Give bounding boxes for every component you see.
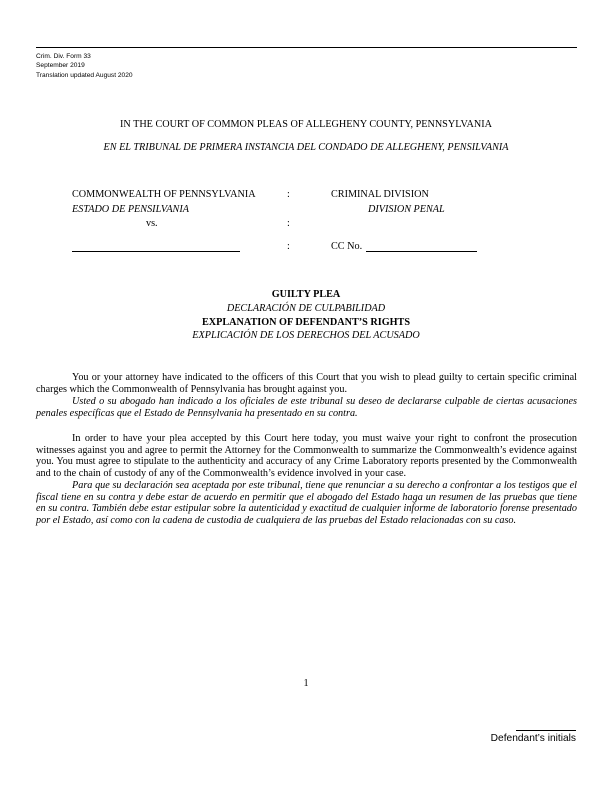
- division-spanish: DIVISION PENAL: [368, 204, 445, 215]
- paragraph-2-spanish: Para que su declaración sea aceptada por este tribunal, tiene que renunciar a su derecho a confrontar a los testigos que el fiscal tiene en su contra y debe estar de acuerdo en permitir que el abogado del Estado haga un resumen de las pruebas que tiene en su contra. También debe estar estipular sobre la autenticidad y exactitud de cualquier informe de laboratorio forense presentado por el Estado, así como con la cadena de custodia de cualquiera de las pruebas del Estado relacionadas con su caso.: [36, 480, 577, 526]
- guilty-plea-title-spanish: DECLARACIÓN DE CULPABILIDAD: [226, 303, 386, 314]
- form-date: September 2019: [36, 62, 85, 70]
- versus-label: vs.: [146, 218, 158, 229]
- page-number: 1: [303, 678, 309, 689]
- initials-blank[interactable]: [516, 730, 576, 731]
- rights-title-spanish: EXPLICACIÓN DE LOS DERECHOS DEL ACUSADO: [192, 330, 420, 341]
- cc-number-label: CC No.: [331, 241, 363, 252]
- caption-colon: :: [287, 218, 290, 229]
- defendant-initials-label: Defendant’s initials: [490, 733, 576, 744]
- header-rule: [36, 47, 577, 48]
- paragraph-2-english: In order to have your plea accepted by this Court here today, you must waive your right to confront the prosecution witnesses against you and agree to permit the Attorney for the Commonwealth to summarize the Commonwealth’s evidence against you. You must agree to stipulate to the authenticity and accuracy of any Crime Laboratory reports presented by the Commonwealth and to the chain of custody of any of the Commonwealth’s evidence involved in your case.: [36, 433, 577, 479]
- plaintiff-spanish: ESTADO DE PENSILVANIA: [72, 204, 189, 215]
- guilty-plea-title: GUILTY PLEA: [271, 289, 341, 300]
- court-name-spanish: EN EL TRIBUNAL DE PRIMERA INSTANCIA DEL CONDADO DE ALLEGHENY, PENSILVANIA: [103, 142, 509, 153]
- paragraph-1-english: You or your attorney have indicated to the officers of this Court that you wish to plead guilty to certain specific criminal charges which the Commonwealth of Pennsylvania has brought against you.: [36, 372, 577, 395]
- form-metadata: [36, 52, 133, 80]
- division-english: CRIMINAL DIVISION: [331, 189, 429, 200]
- form-number: Crim. Div. Form 33: [36, 53, 91, 60]
- court-name-english: IN THE COURT OF COMMON PLEAS OF ALLEGHENY COUNTY, PENNSYLVANIA: [119, 119, 493, 130]
- caption-colon: :: [287, 189, 290, 200]
- translation-note: Translation updated August 2020: [36, 71, 133, 79]
- caption-colon: :: [287, 241, 290, 252]
- cc-number-blank[interactable]: [366, 251, 477, 252]
- defendant-name-blank[interactable]: [72, 251, 240, 252]
- rights-title: EXPLANATION OF DEFENDANT’S RIGHTS: [201, 317, 411, 328]
- paragraph-1-spanish: Usted o su abogado han indicado a los oficiales de este tribunal su deseo de declararse culpable de ciertas acusaciones penales específicas que el Estado de Pennsylvania ha presentado en su contra.: [36, 396, 577, 419]
- plaintiff-english: COMMONWEALTH OF PENNSYLVANIA: [72, 189, 256, 200]
